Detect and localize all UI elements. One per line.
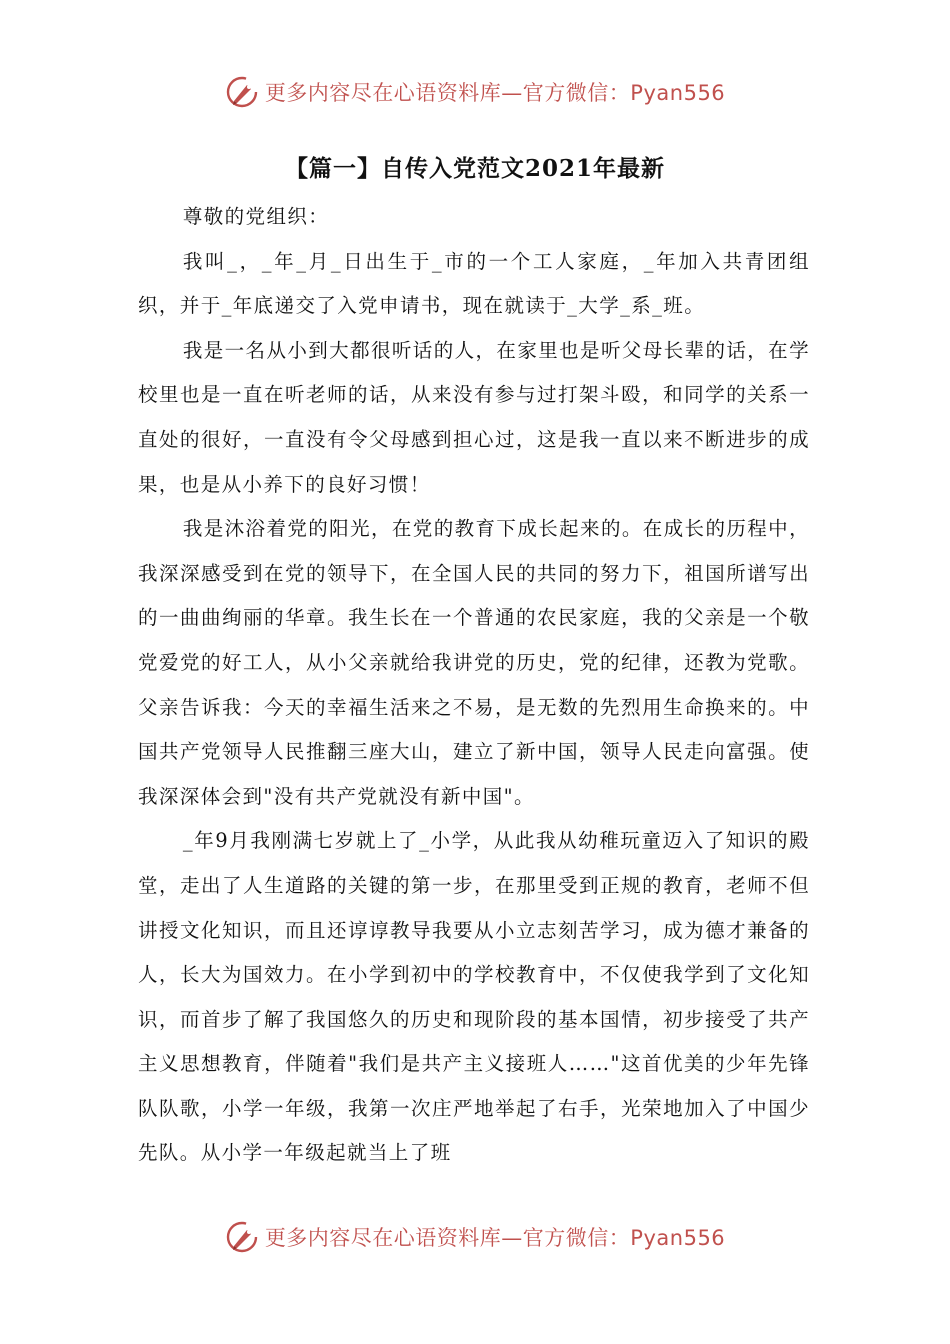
pen-nib-logo-icon <box>225 1220 259 1254</box>
pen-nib-logo-icon <box>225 75 259 109</box>
footer-banner-text: 更多内容尽在心语资料库—官方微信：Pyan556 <box>264 1226 726 1250</box>
body-paragraph: _年9月我刚满七岁就上了_小学，从此我从幼稚玩童迈入了知识的殿堂，走出了人生道路的关键的第一步，在那里受到正规的教育，老师不但讲授文化知识，而且还谆谆教导我要从小立志刻苦学习，成为德才兼备的人，长大为国效力。在小学到初中的学校教育中，不仅使我学到了文化知识，而首步了解了我国悠久的历史和现阶段的基本国情，初步接受了共产主义思想教育，伴随着"我们是共产主义接班人……"这首优美的少年先锋队队歌，小学一年级，我第一次庄严地举起了右手，光荣地加入了中国少先队。从小学一年级起就当上了班 <box>138 829 810 1165</box>
salutation: 尊敬的党组织： <box>182 205 330 228</box>
document-body <box>138 195 810 1176</box>
body-paragraph: 我是沐浴着党的阳光，在党的教育下成长起来的。在成长的历程中，我深深感受到在党的领导下，在全国人民的共同的努力下，祖国所谱写出的一曲曲绚丽的华章。我生长在一个普通的农民家庭，我的父亲是一个敬党爱党的好工人，从小父亲就给我讲党的历史，党的纪律，还教为党歌。父亲告诉我：今天的幸福生活来之不易，是无数的先烈用生命换来的。中国共产党领导人民推翻三座大山，建立了新中国，领导人民走向富强。使我深深体会到"没有共产党就没有新中国"。 <box>138 517 810 808</box>
header-banner <box>0 72 950 112</box>
body-paragraph: 我叫_，_年_月_日出生于_市的一个工人家庭，_年加入共青团组织，并于_年底递交了入党申请书，现在就读于_大学_系_班。 <box>138 249 810 318</box>
document-title: 【篇一】自传入党范文2021年最新 <box>284 155 665 182</box>
body-paragraph: 我是一名从小到大都很听话的人，在家里也是听父母长辈的话，在学校里也是一直在听老师的话，从来没有参与过打架斗殴，和同学的关系一直处的很好，一直没有令父母感到担心过，这是我一直以来不断进步的成果，也是从小养下的良好习惯！ <box>138 338 810 496</box>
header-banner-text: 更多内容尽在心语资料库—官方微信：Pyan556 <box>264 81 726 105</box>
footer-banner <box>0 1217 950 1257</box>
